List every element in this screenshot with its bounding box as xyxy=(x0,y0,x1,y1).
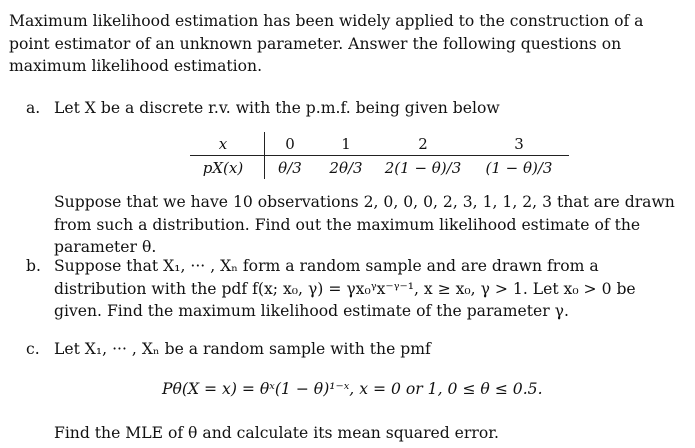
pmf-row-label-p: pX(x) xyxy=(190,156,265,180)
question-c-text: Let X₁, ··· , Xₙ be a random sample with the pmf xyxy=(54,340,431,358)
pmf-table xyxy=(190,132,569,179)
pmf-x-value: 3 xyxy=(469,132,569,156)
pmf-x-value: 0 xyxy=(265,132,316,156)
pmf-table-row-x xyxy=(190,132,569,156)
pmf-p-value: (1 − θ)/3 xyxy=(485,158,553,177)
pmf-table-row-p xyxy=(190,156,569,180)
intro-paragraph: Maximum likelihood estimation has been widely applied to the construction of a point estimator of an unknown parameter. Answer the following questions on maximum likelihood estimation. xyxy=(9,12,644,75)
pmf-row-label-x: x xyxy=(190,132,265,156)
pmf-x-value: 2 xyxy=(377,132,469,156)
question-b-label: b. xyxy=(26,257,41,275)
pmf-p-value: θ/3 xyxy=(278,158,302,177)
pmf-x-value: 1 xyxy=(315,132,377,156)
question-c-label: c. xyxy=(26,340,40,358)
pmf-equation: Pθ(X = x) = θˣ(1 − θ)¹⁻ˣ, x = 0 or 1, 0 ≤ θ ≤ 0.5. xyxy=(162,380,543,398)
question-c-final: Find the MLE of θ and calculate its mean squared error. xyxy=(54,424,499,442)
pmf-p-value: 2(1 − θ)/3 xyxy=(384,158,462,177)
question-a-followup: Suppose that we have 10 observations 2, 0, 0, 0, 2, 3, 1, 1, 2, 3 that are drawn from such a distribution. Find out the maximum likelihood estimate of the parameter θ. xyxy=(54,193,675,256)
question-b-text: Suppose that X₁, ··· , Xₙ form a random sample and are drawn from a distribution with the pdf f(x; x₀, γ) = γx₀ᵞx⁻ᵞ⁻¹, x ≥ x₀, γ > 1. Let x₀ > 0 be given. Find the maximum likelihood estimate of the parameter γ. xyxy=(54,257,636,320)
question-a-label: a. xyxy=(26,99,41,117)
pmf-p-value: 2θ/3 xyxy=(329,158,363,177)
question-a-text: Let X be a discrete r.v. with the p.m.f. being given below xyxy=(54,99,500,117)
